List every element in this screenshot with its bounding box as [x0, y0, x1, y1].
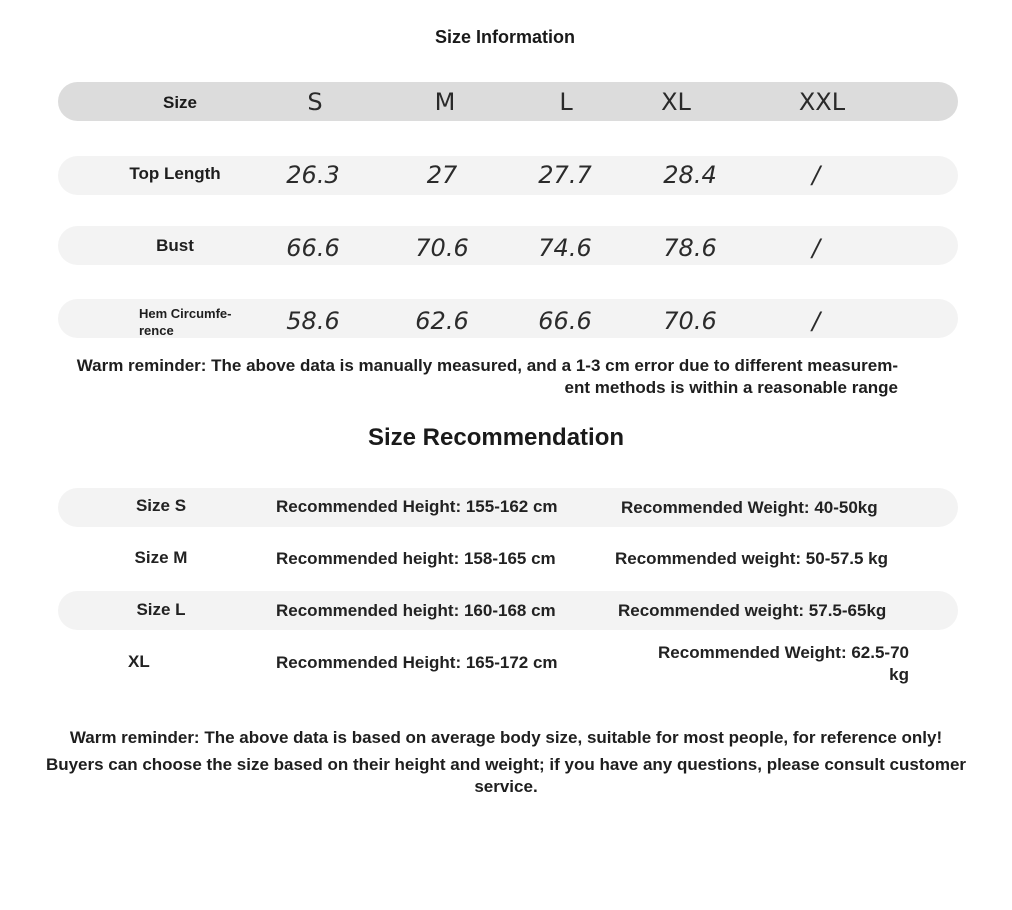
- row-label-hem: [139, 305, 259, 339]
- top-length-xl: 28.4: [663, 161, 717, 189]
- size-rec-title: Size Recommendation: [367, 424, 625, 451]
- hem-s: 58.6: [286, 307, 340, 335]
- rec-height-s: Recommended Height: 155-162 cm: [276, 497, 558, 516]
- bust-m: 70.6: [415, 234, 469, 262]
- row-label-top-length: Top Length: [129, 164, 221, 183]
- bust-l: 74.6: [538, 234, 592, 262]
- rec-height-xl: Recommended Height: 165-172 cm: [276, 653, 558, 672]
- recommendation-reminder: [0, 726, 1012, 798]
- row-label-bust: Bust: [156, 236, 194, 255]
- rec-size-m: Size M: [134, 548, 188, 567]
- recommendation-reminder-line1: Warm reminder: The above data is based on average body size, suitable for most people, for reference only!: [69, 728, 943, 747]
- recommendation-reminder-line2: Buyers can choose the size based on their height and weight; if you have any questions, please consult customer: [45, 755, 967, 774]
- hem-xxl: /: [811, 307, 821, 335]
- size-header-l: L: [559, 88, 573, 116]
- rec-weight-s: Recommended Weight: 40-50kg: [621, 498, 878, 517]
- rec-size-xl: XL: [128, 652, 150, 671]
- top-length-m: 27: [426, 161, 458, 189]
- rec-height-l: Recommended height: 160-168 cm: [276, 601, 556, 620]
- rec-weight-xl: [600, 642, 909, 686]
- size-header-label: Size: [162, 93, 198, 112]
- hem-m: 62.6: [415, 307, 469, 335]
- hem-xl: 70.6: [663, 307, 717, 335]
- hem-l: 66.6: [538, 307, 592, 335]
- rec-weight-l: Recommended weight: 57.5-65kg: [618, 601, 887, 620]
- rec-size-l: Size L: [136, 600, 186, 619]
- measurement-reminder-line2: ent methods is within a reasonable range: [564, 378, 898, 397]
- bust-xxl: /: [811, 234, 821, 262]
- rec-weight-xl-line2: kg: [889, 665, 909, 684]
- size-header-s: S: [307, 88, 323, 116]
- measurement-reminder-line1: Warm reminder: The above data is manually measured, and a 1-3 cm error due to different measurem-: [76, 356, 898, 375]
- top-length-s: 26.3: [286, 161, 340, 189]
- row-label-hem-line2: rence: [139, 323, 174, 338]
- bust-xl: 78.6: [663, 234, 717, 262]
- size-header-xxl: XXL: [798, 88, 846, 116]
- bust-s: 66.6: [286, 234, 340, 262]
- rec-size-s: Size S: [135, 496, 187, 515]
- rec-weight-m: Recommended weight: 50-57.5 kg: [615, 549, 889, 568]
- recommendation-reminder-line3: service.: [474, 777, 538, 796]
- rec-weight-xl-line1: Recommended Weight: 62.5-70: [658, 643, 909, 662]
- rec-height-m: Recommended height: 158-165 cm: [276, 549, 556, 568]
- size-header-m: M: [434, 88, 456, 116]
- top-length-l: 27.7: [538, 161, 592, 189]
- row-label-hem-line1: Hem Circumfe-: [139, 306, 232, 321]
- top-length-xxl: /: [811, 161, 821, 189]
- size-header-xl: XL: [661, 88, 691, 116]
- measurement-reminder: [0, 355, 898, 399]
- size-info-title: Size Information: [434, 27, 575, 47]
